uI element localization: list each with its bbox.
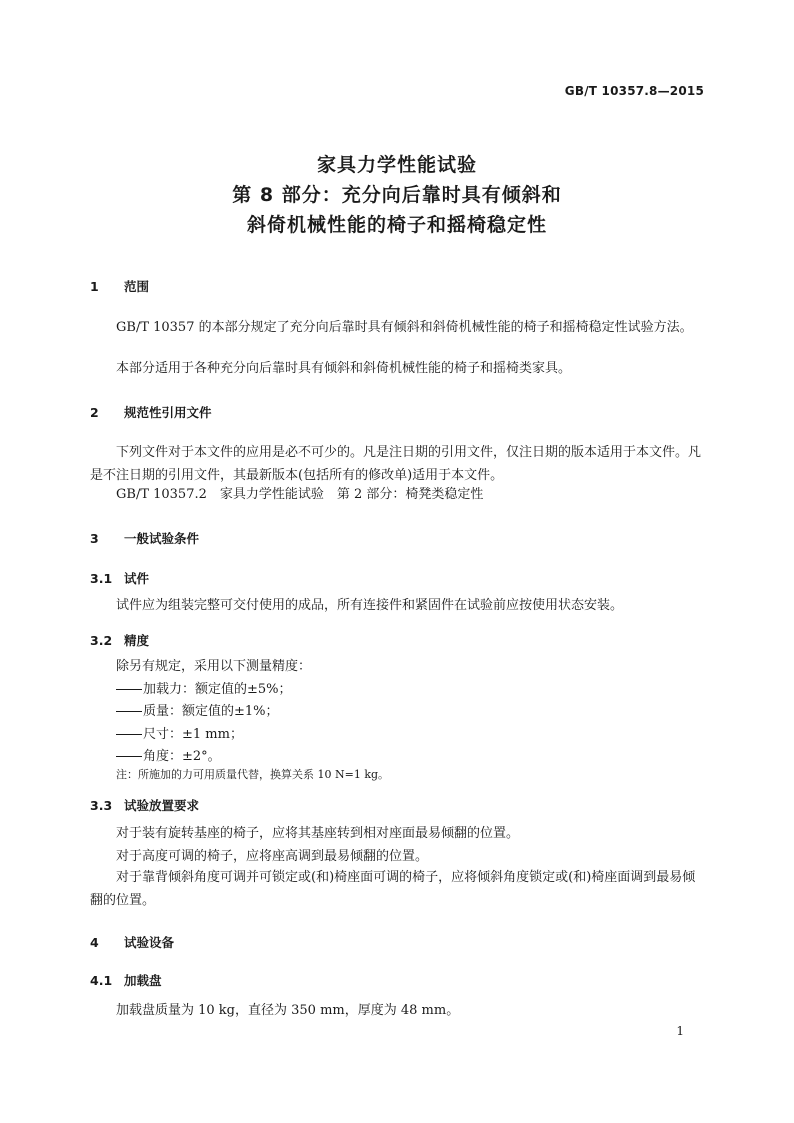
heading-section-4-1: [90, 971, 162, 989]
section-number: 3.3: [90, 798, 113, 813]
section-number: 4: [90, 935, 99, 950]
title-line-2: 第 8 部分：充分向后靠时具有倾斜和: [232, 184, 562, 206]
heading-section-3-3: [90, 796, 199, 814]
accuracy-list: [116, 656, 311, 769]
note: 注：所施加的力可用质量代替，换算关系 10 N=1 kg。: [116, 768, 390, 781]
paragraph-scope-1: GB/T 10357 的本部分规定了充分向后靠时具有倾斜和斜倚机械性能的椅子和摇椅稳定性试验方法。: [116, 320, 693, 335]
title-line-1: 家具力学性能试验: [316, 154, 477, 176]
reference-item: GB/T 10357.2 家具力学性能试验 第 2 部分：椅凳类稳定性: [116, 487, 484, 502]
dash-marker: [116, 689, 142, 690]
dash-marker: [116, 756, 142, 757]
section-title: 试件: [124, 571, 150, 586]
section-number: 3.2: [90, 633, 113, 648]
heading-section-3-1: [90, 569, 149, 587]
section-title: 精度: [124, 633, 150, 648]
list-item: 加载力：额定值的±5%；: [116, 679, 311, 702]
heading-section-3: [90, 529, 199, 547]
section-number: 3: [90, 531, 99, 546]
section-title: 试验放置要求: [124, 798, 200, 813]
page-number: 1: [676, 1024, 684, 1038]
standard-code: GB/T 10357.8—2015: [564, 84, 704, 98]
paragraph-placement-1: 对于装有旋转基座的椅子，应将其基座转到相对座面最易倾翻的位置。: [116, 826, 520, 841]
document-title: [0, 150, 794, 240]
section-title: 一般试验条件: [124, 531, 200, 546]
section-title: 加载盘: [124, 973, 162, 988]
heading-section-4: [90, 933, 174, 951]
paragraph-loading-pad: 加载盘质量为 10 kg，直径为 350 mm，厚度为 48 mm。: [116, 1003, 460, 1018]
section-title: 试验设备: [124, 935, 175, 950]
section-number: 4.1: [90, 973, 113, 988]
dash-marker: [116, 734, 142, 735]
section-title: 规范性引用文件: [124, 405, 212, 420]
section-number: 1: [90, 279, 99, 294]
paragraph-specimen: 试件应为组装完整可交付使用的成品，所有连接件和紧固件在试验前应按使用状态安装。: [116, 598, 624, 613]
list-item: 角度：±2°。: [116, 746, 311, 769]
paragraph-references-1: 下列文件对于本文件的应用是必不可少的。凡是注日期的引用文件，仅注日期的版本适用于本文件。凡是不注日期的引用文件，其最新版本(包括所有的修改单)适用于本文件。: [90, 445, 702, 483]
section-title: 范围: [124, 279, 150, 294]
paragraph-placement-3: 对于靠背倾斜角度可调并可锁定或(和)椅座面可调的椅子，应将倾斜角度锁定或(和)椅座面调到最易倾翻的位置。: [90, 870, 696, 908]
paragraph-scope-2: 本部分适用于各种充分向后靠时具有倾斜和斜倚机械性能的椅子和摇椅类家具。: [116, 361, 572, 376]
paragraph-placement-2: 对于高度可调的椅子，应将座高调到最易倾翻的位置。: [116, 849, 429, 864]
heading-section-1: [90, 277, 149, 295]
section-number: 3.1: [90, 571, 113, 586]
list-item: 质量：额定值的±1%；: [116, 701, 311, 724]
heading-section-2: [90, 403, 212, 421]
heading-section-3-2: [90, 631, 149, 649]
dash-marker: [116, 711, 142, 712]
section-number: 2: [90, 405, 99, 420]
title-line-3: 斜倚机械性能的椅子和摇椅稳定性: [246, 214, 547, 236]
list-item: 尺寸：±1 mm；: [116, 724, 311, 747]
accuracy-intro: 除另有规定，采用以下测量精度：: [116, 659, 312, 674]
